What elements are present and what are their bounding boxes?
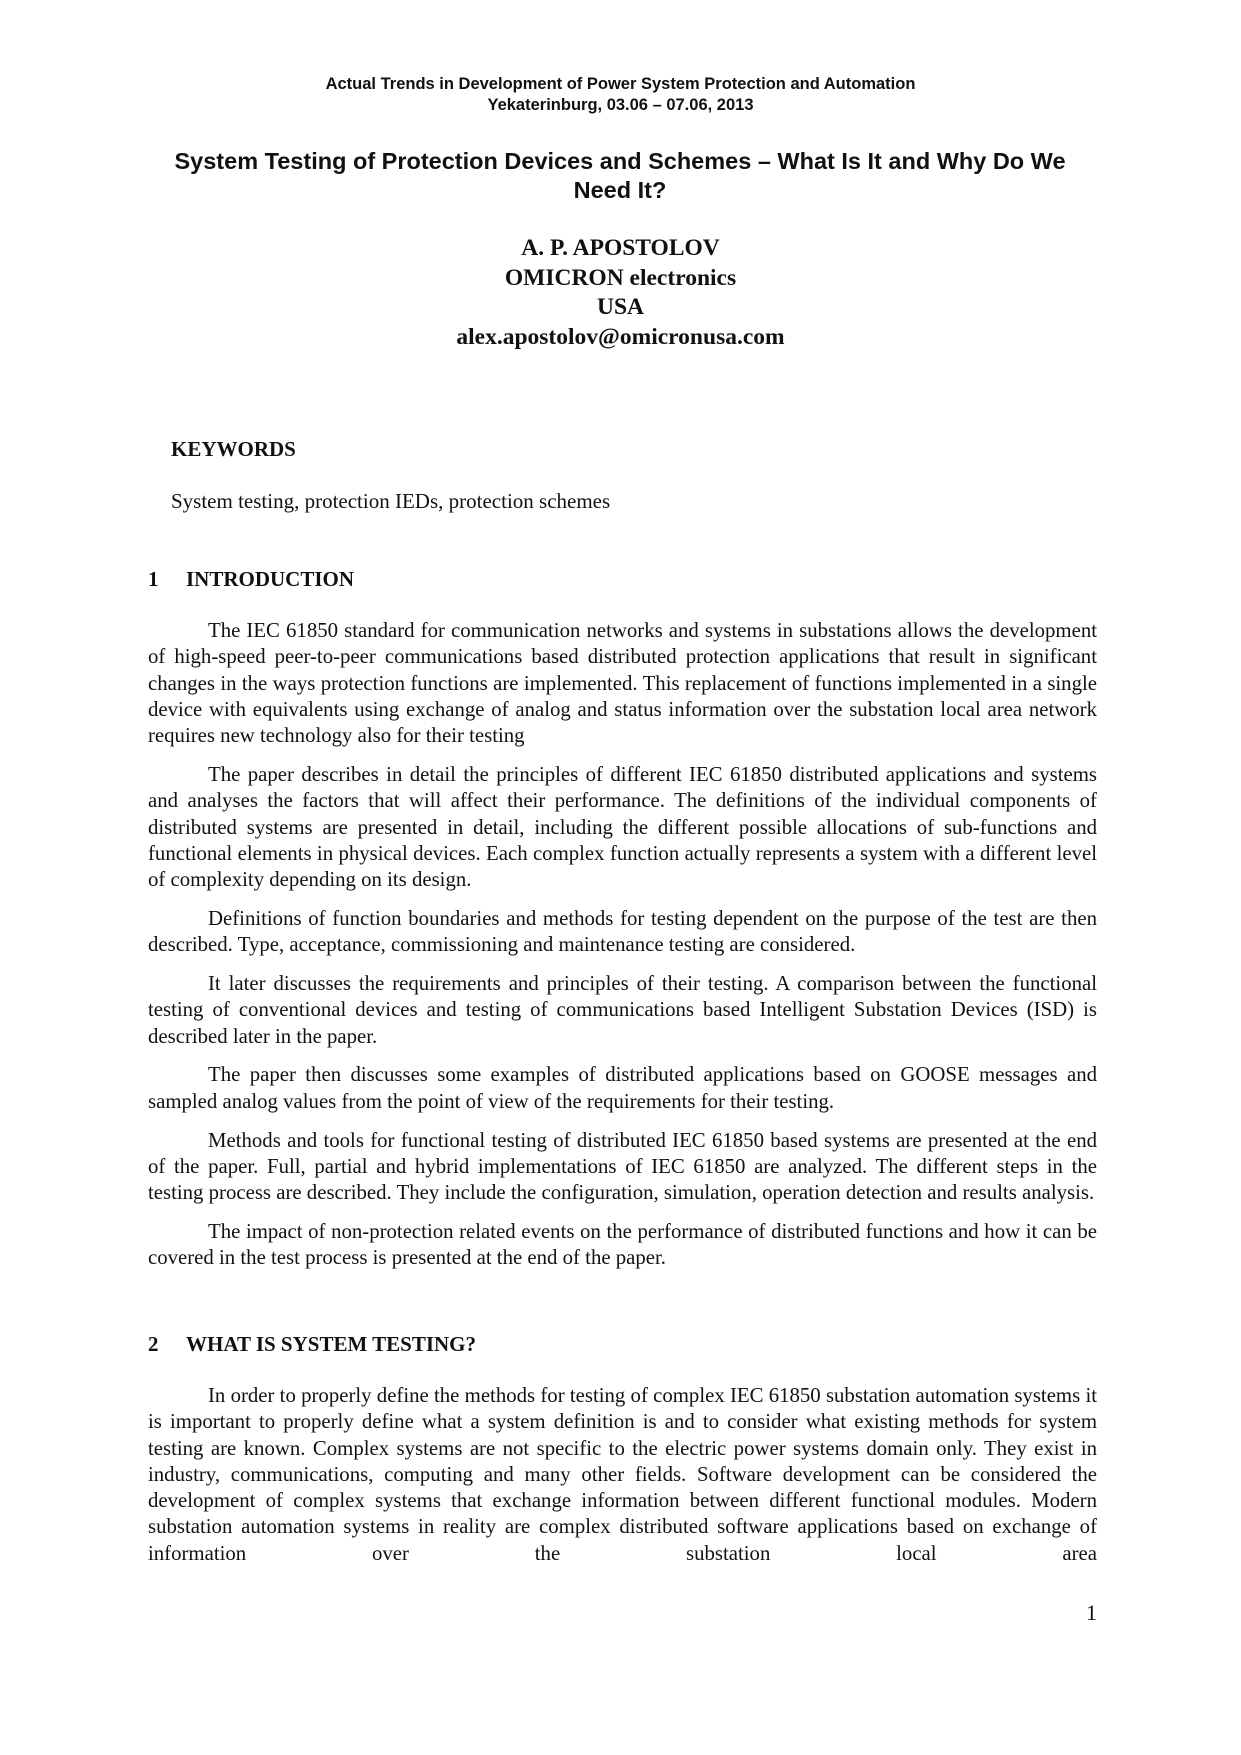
paragraph: It later discusses the requirements and principles of their testing. A comparison between the functional testing of conventional devices and testing of communications based Intelligent Substation Devices (ISD) is described later in the paper.	[148, 972, 1097, 1048]
paragraph: Definitions of function boundaries and methods for testing dependent on the purpose of the test are then described. Type, acceptance, commissioning and maintenance testing are considered.	[148, 906, 1097, 957]
paragraph: The paper then discusses some examples of distributed applications based on GOOSE messages and sampled analog values from the point of view of the requirements for their testing.	[148, 1063, 1097, 1113]
author-name: A. P. APOSTOLOV	[521, 235, 720, 261]
page-number: 1	[1086, 1600, 1097, 1625]
section-number: 1	[148, 567, 159, 591]
conference-location-date: Yekaterinburg, 03.06 – 07.06, 2013	[487, 96, 754, 114]
keywords-text: System testing, protection IEDs, protection schemes	[171, 489, 611, 513]
keywords-heading: KEYWORDS	[171, 437, 296, 461]
author-block	[0, 234, 1241, 352]
section-title: INTRODUCTION	[186, 567, 355, 591]
section-heading-introduction	[148, 566, 354, 592]
paragraph: Methods and tools for functional testing of distributed IEC 61850 based systems are presented at the end of the paper. Full, partial and hybrid implementations of IEC 61850 are analyzed. The different steps in the testing process are described. They include the configuration, simulation, operation detection and results analysis.	[148, 1128, 1097, 1205]
conference-name: Actual Trends in Development of Power System Protection and Automation	[325, 75, 916, 93]
paragraph: The IEC 61850 standard for communication networks and systems in substations allows the development of high-speed peer-to-peer communications based distributed protection applications that result in significant changes in the ways protection functions are implemented. This replacement of functions implemented in a single device with equivalents using exchange of analog and status information over the substation local area network requires new technology also for their testing	[148, 619, 1097, 748]
paragraph: The paper describes in detail the principles of different IEC 61850 distributed applications and systems and analyses the factors that will affect their performance. The definitions of the individual components of distributed systems are presented in detail, including the different possible allocations of sub-functions and functional elements in physical devices. Each complex function actually represents a system with a different level of complexity depending on its design.	[148, 762, 1097, 892]
paragraph: The impact of non-protection related events on the performance of distributed functions and how it can be covered in the test process is presented at the end of the paper.	[148, 1219, 1097, 1270]
section-title: WHAT IS SYSTEM TESTING?	[186, 1332, 477, 1356]
author-email: alex.apostolov@omicronusa.com	[456, 323, 785, 350]
paragraph: In order to properly define the methods for testing of complex IEC 61850 substation automation systems it is important to properly define what a system definition is and to consider what existing methods for system testing are known. Complex systems are not specific to the electric power systems domain only. They exist in industry, communications, computing and many other fields. Software development can be considered the development of complex systems that exchange information between different functional modules. Modern substation automation systems in reality are complex distributed software applications based on exchange of information over the substation local area	[148, 1384, 1097, 1565]
author-company: OMICRON electronics	[504, 264, 737, 291]
section-number: 2	[148, 1332, 159, 1356]
section-heading-what-is-system-testing	[148, 1331, 476, 1357]
paper-title: System Testing of Protection Devices and Schemes – What Is It and Why Do We Need It?	[174, 148, 1066, 203]
author-country: USA	[596, 294, 644, 320]
introduction-body	[148, 618, 1097, 1284]
conference-header	[0, 74, 1241, 116]
section-2-body	[148, 1383, 1097, 1580]
